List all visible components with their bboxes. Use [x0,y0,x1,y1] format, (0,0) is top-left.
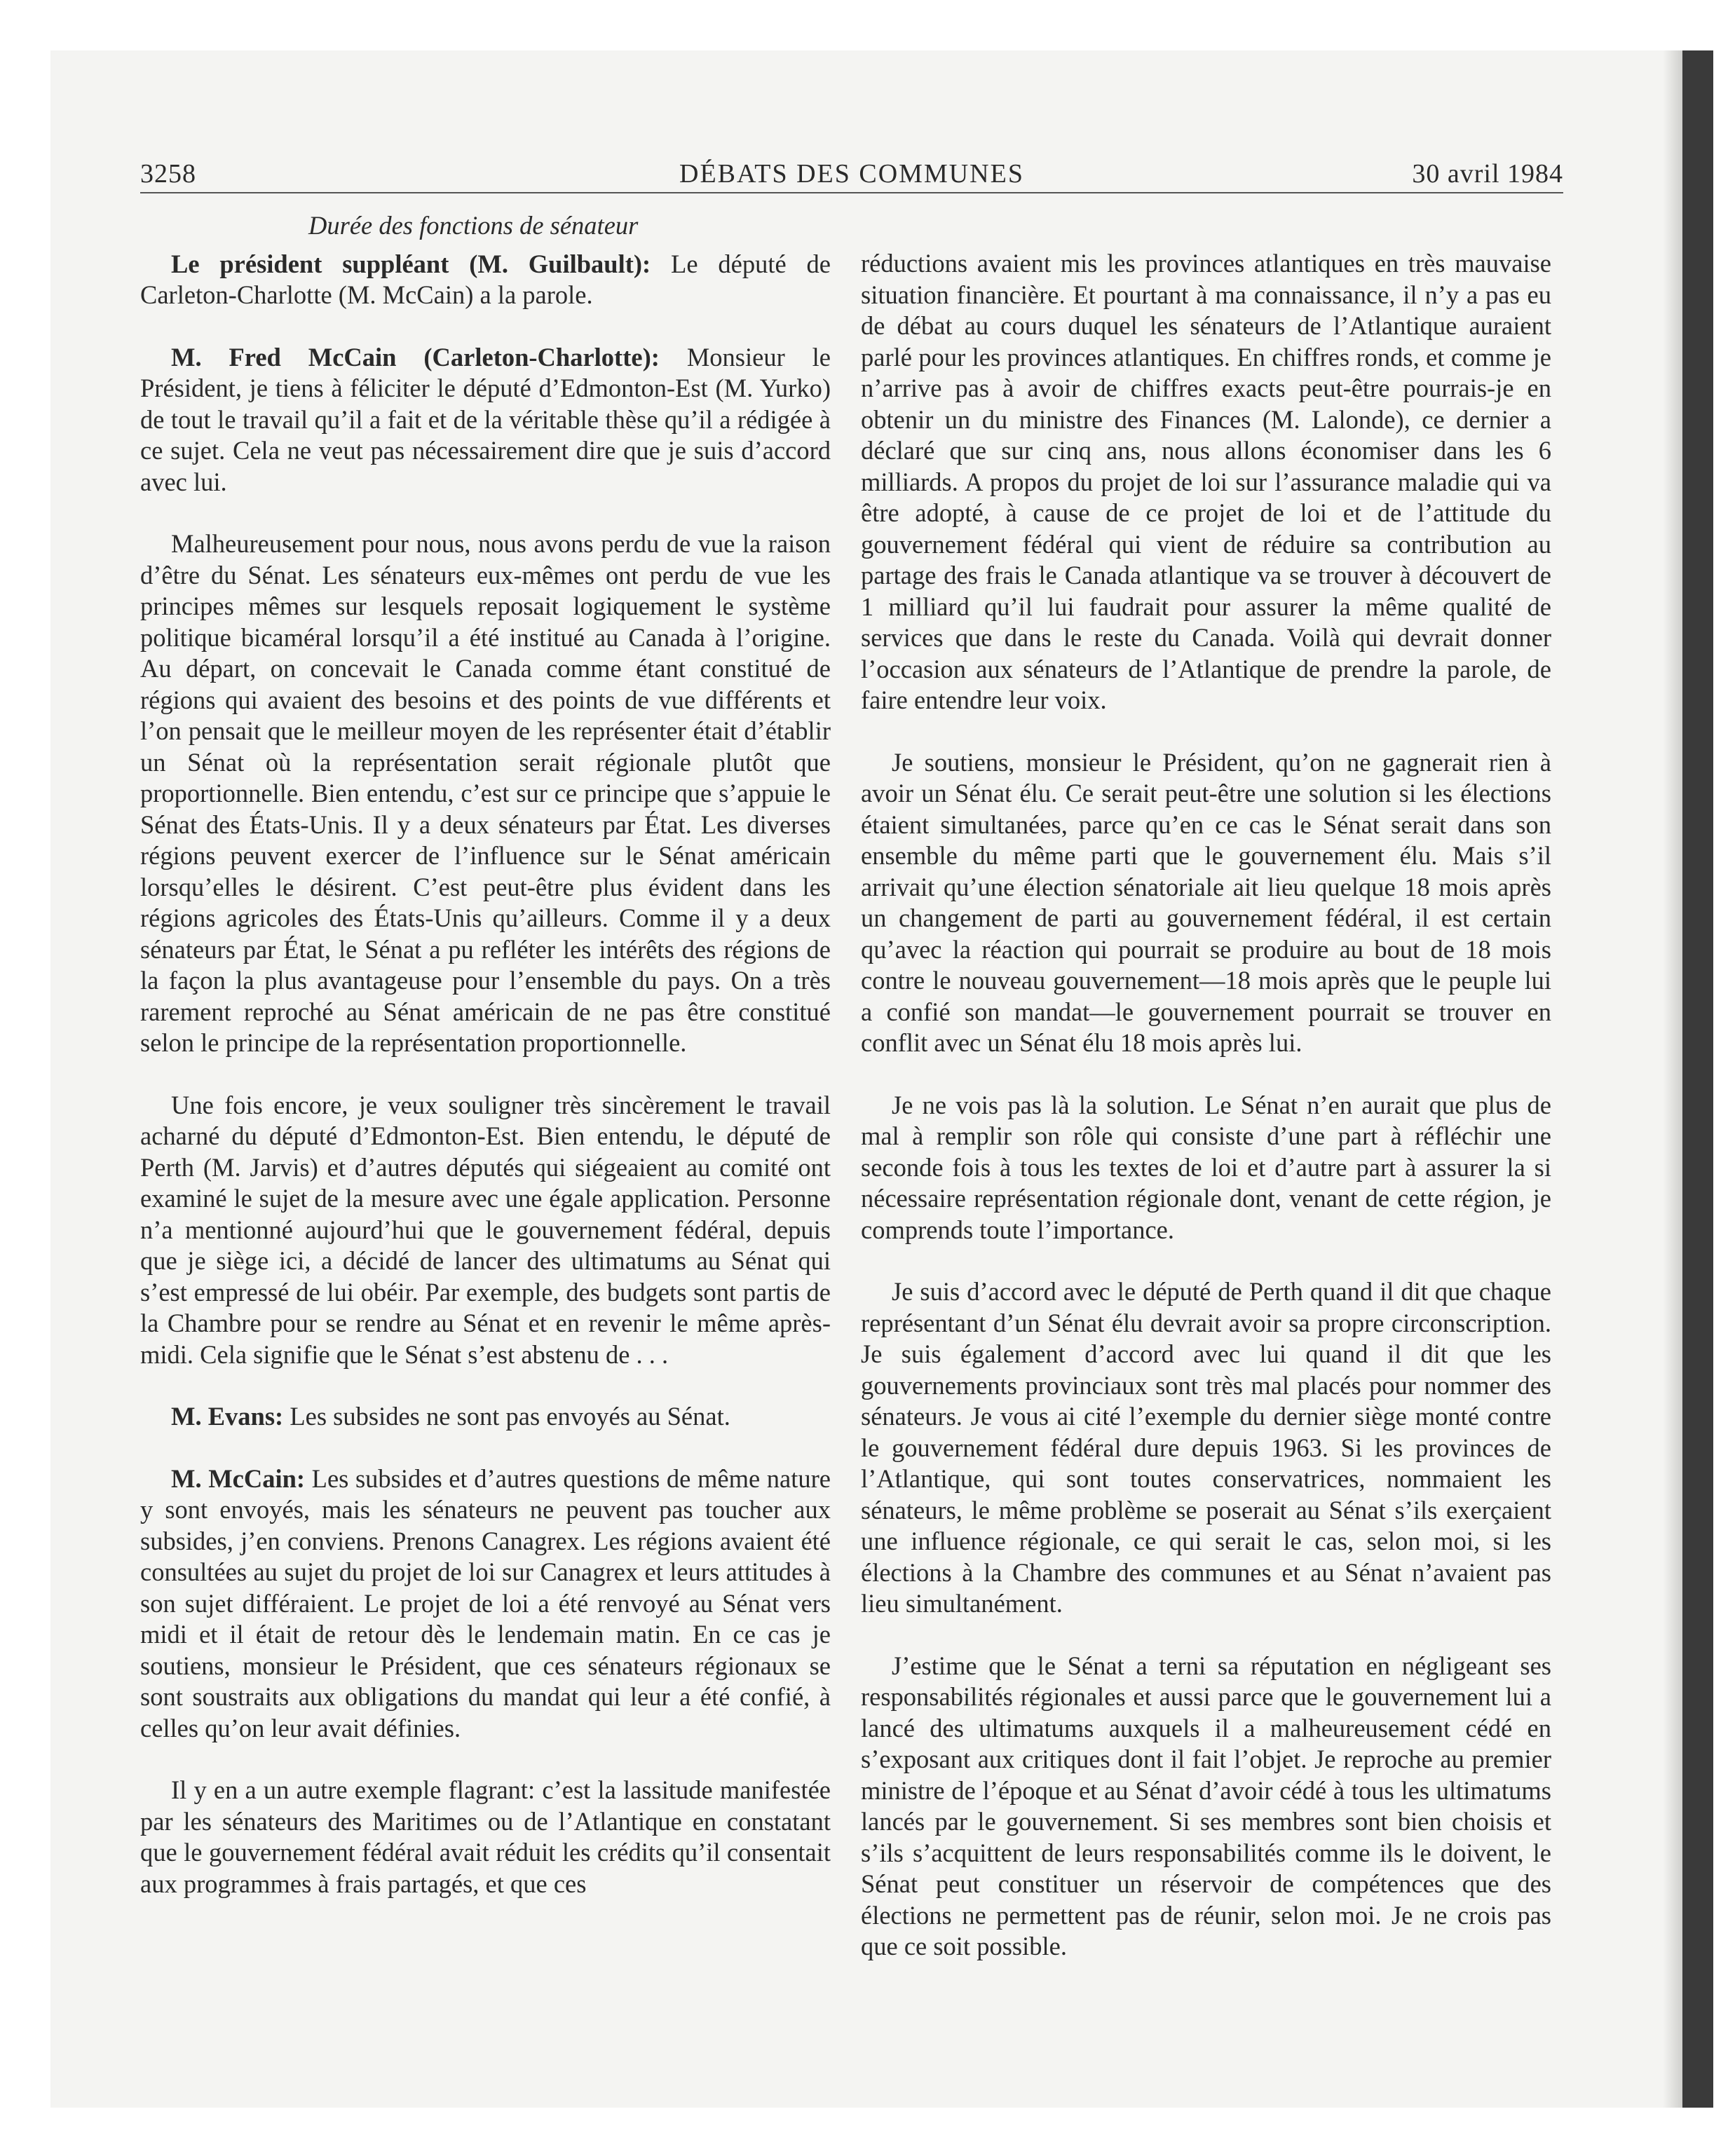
page-edge-shadow [1663,50,1682,2108]
paragraph [861,1276,1551,1620]
paragraph-text: Le député de Carleton-Charlotte (M. McCain) a la parole. [140,249,831,309]
paragraph-text: Je soutiens, monsieur le Président, qu’on ne gagnerait rien à avoir un Sénat élu. Ce serait peut-être une solution si les élections étaient simultanées, parce qu’en ce cas le Sénat serait dans son ensemble du même parti que le gouvernement élu. Mais s’il arrivait qu’une élection sénatoriale ait lieu quelque 18 mois après un changement de parti au gouvernement fédéral, il est certain qu’avec la réaction qui pourrait se produire au bout de 18 mois contre le nouveau gouvernement—18 mois après que le peuple lui a confié son mandat—le gouvernement pourrait se trouver en conflit avec un Sénat élu 18 mois après lui. [861,747,1551,1057]
page-date: 30 avril 1984 [1412,159,1563,189]
paragraph [861,1090,1551,1246]
paragraph-text: réductions avaient mis les provinces atlantiques en très mauvaise situation financière. Et pourtant à ma connaissance, il n’y a pas eu de débat au cours duquel les sénateurs de l’Atlantique auraient parlé pour les provinces atlantiques. En chiffres ronds, et comme je n’arrive pas à avoir de chiffres exacts peut-être pourrais-je en obtenir un du ministre des Finances (M. Lalonde), ce dernier a déclaré que sur cinq ans, nous allons économiser dans les 6 milliards. A propos du projet de loi sur l’assurance maladie qui va être adopté, à cause de ce projet de loi et de l’attitude du gouvernement fédéral qui vient de réduire sa contribution au partage des frais le Canada atlantique va se trouver à découvert de 1 milliard qu’il lui faudrait pour assurer la même qualité de services que dans le reste du Canada. Voilà qui devrait donner l’occasion aux sénateurs de l’Atlantique de prendre la parole, de faire entendre leur voix. [861,249,1551,714]
paragraph-text: J’estime que le Sénat a terni sa réputation en négligeant ses responsabilités régionales et aussi parce que le gouvernement lui a lancé des ultimatums auxquels il a malheureusement cédé en s’exposant aux critiques dont il fait l’objet. Je reproche au premier ministre de l’époque et au Sénat d’avoir cédé à tous les ultimatums lancés par le gouvernement. Si ses membres sont bien choisis et s’ils s’acquittent de leurs responsabilités comme ils le doivent, le Sénat peut constituer un réservoir de compétences que des élections ne permettent pas de réunir, selon moi. Je ne crois pas que ce soit possible. [861,1651,1551,1960]
paragraph-text: Les subsides et d’autres questions de même nature y sont envoyés, mais les sénateurs ne peuvent pas toucher aux subsides, j’en conviens. Prenons Canagrex. Les régions avaient été consultées au sujet du projet de loi sur Canagrex et leurs attitudes à son sujet différaient. Le projet de loi a été renvoyé au Sénat vers midi et il était de retour dès le lendemain matin. En ce cas je soutiens, monsieur le Président, que ces sénateurs régionaux se sont soustraits aux obligations du mandat qui leur a été confié, à celles qu’on leur avait définies. [140,1464,831,1742]
page-header [140,156,1563,193]
left-column [140,210,831,1930]
paragraph-text: Les subsides ne sont pas envoyés au Sénat. [283,1402,730,1431]
paragraph [861,747,1551,1059]
paragraph-text: Une fois encore, je veux souligner très sincèrement le travail acharné du député d’Edmonton-Est. Bien entendu, le député de Perth (M. Jarvis) et d’autres députés qui siégeaient au comité ont examiné le sujet de la mesure avec une égale application. Personne n’a mentionné aujourd’hui que le gouvernement fédéral, depuis que je siège ici, a décidé de lancer des ultimatums au Sénat qui s’est empressé de lui obéir. Par exemple, des budgets sont partis de la Chambre pour se rendre au Sénat et en revenir le même après-midi. Cela signifie que le Sénat s’est abstenu de . . . [140,1090,831,1369]
paragraph [140,342,831,498]
paragraph-text: Monsieur le Président, je tiens à féliciter le député d’Edmonton-Est (M. Yurko) de tout le travail qu’il a fait et de la véritable thèse qu’il a rédigée à ce sujet. Cela ne veut pas nécessairement dire que je suis d’accord avec lui. [140,342,831,496]
paragraph [140,528,831,1059]
speaker-name: M. McCain: [171,1464,306,1493]
speaker-name: M. Fred McCain (Carleton-Charlotte): [171,342,660,371]
publication-title: DÉBATS DES COMMUNES [679,159,1024,189]
paragraph-text: Je ne vois pas là la solution. Le Sénat n’en aurait que plus de mal à remplir son rôle qui consiste d’une part à réfléchir une seconde fois à tous les textes de loi et d’autre part à assurer la si nécessaire représentation régionale dont, venant de cette région, je comprends toute l’importance. [861,1090,1551,1244]
paragraph [140,1775,831,1899]
scanner-bar [1682,50,1713,2108]
paragraph [140,249,831,311]
paragraph [861,1651,1551,1963]
paragraph-text: Il y en a un autre exemple flagrant: c’est la lassitude manifestée par les sénateurs des Maritimes ou de l’Atlantique en constatant que le gouvernement fédéral avait réduit les crédits qu’il consentait aux programmes à frais partagés, et que ces [140,1775,831,1898]
paragraph-text: Je suis d’accord avec le député de Perth quand il dit que chaque représentant d’un Sénat élu devrait avoir sa propre circonscription. Je suis également d’accord avec lui quand il dit que les gouvernements provinciaux sont très mal placés pour nommer des sénateurs. Je vous ai cité l’exemple du dernier siège monté contre le gouvernement fédéral dure depuis 1963. Si les provinces de l’Atlantique, qui sont toutes conservatrices, nommaient les sénateurs, le même problème se poserait au Sénat s’ils exerçaient une influence régionale, ce qui serait le cas, selon moi, si les élections à la Chambre des communes et au Sénat n’avaient pas lieu simultanément. [861,1277,1551,1618]
paragraph-text: Malheureusement pour nous, nous avons perdu de vue la raison d’être du Sénat. Les sénateurs eux-mêmes ont perdu de vue les principes mêmes sur lesquels reposait logiquement le système politique bicaméral lorsqu’il a été institué au Canada à l’origine. Au départ, on concevait le Canada comme étant constitué de régions qui avaient des besoins et des points de vue différents et l’on pensait que le meilleur moyen de les représenter était d’établir un Sénat où la représentation serait régionale plutôt que proportionnelle. Bien entendu, c’est sur ce principe que s’appuie le Sénat des États-Unis. Il y a deux sénateurs par État. Les diverses régions peuvent exercer de l’influence sur le Sénat américain lorsqu’elles le désirent. C’est peut-être plus évident dans les régions agricoles des États-Unis qu’ailleurs. Comme il y a deux sénateurs par État, le Sénat a pu refléter les intérêts des régions de la façon la plus avantageuse pour l’ensemble du pays. On a très rarement reproché au Sénat américain de ne pas être constitué selon le principe de la représentation proportionnelle. [140,529,831,1057]
right-column [861,248,1551,1993]
page-number: 3258 [140,159,196,189]
speaker-name: M. Evans: [171,1402,284,1431]
paragraph [861,248,1551,716]
paragraph [140,1401,831,1433]
paragraph [140,1464,831,1745]
section-subheading: Durée des fonctions de sénateur [308,211,639,240]
paragraph [140,1090,831,1371]
speaker-name: Le président suppléant (M. Guilbault): [171,249,651,278]
